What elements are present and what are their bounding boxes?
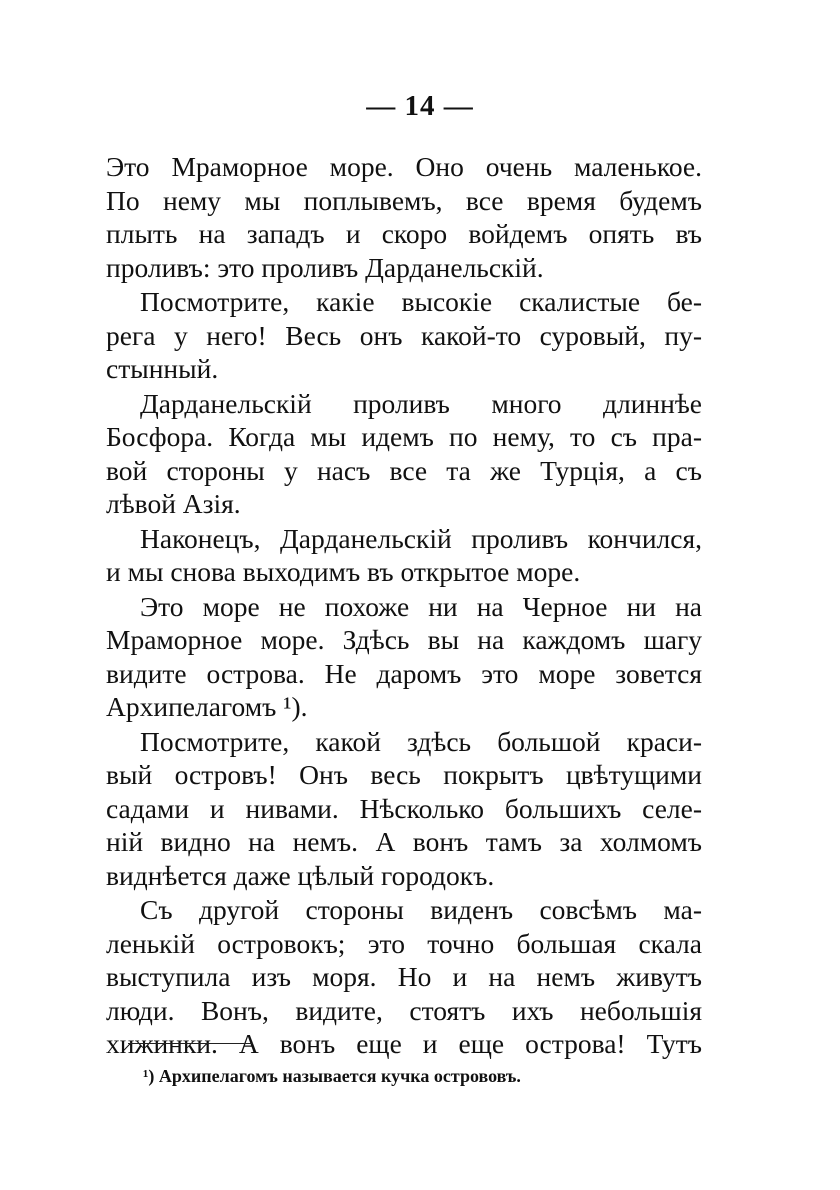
text-line: видите острова. Не даромъ это море зовется [106,657,702,689]
paragraph-2 [106,285,702,386]
paragraph-7 [106,893,702,1061]
footnote-marker: ¹) [143,1066,155,1086]
text-line: Съ другой стороны виденъ совсѣмъ ма- [140,894,702,925]
text-line: виднѣется даже цѣлый городокъ. [106,859,495,891]
text-line: хижинки. А вонъ еще и еще острова! Тутъ [106,1028,702,1059]
text-line: проливъ: это проливъ Дарданельскій. [106,251,544,283]
text-line: Наконецъ, Дарданельскій проливъ кончился, [140,522,702,554]
text-line: стынный. [106,353,219,384]
paragraph-5 [106,590,702,724]
text-line: Посмотрите, какой здѣсь большой краси- [140,725,702,757]
text-line: ній видно на немъ. А вонъ тамъ за холмомъ [106,826,702,857]
text-line: плыть на западъ и скоро войдемъ опять въ [106,218,702,249]
footnote-text: Архипелагомъ называется кучка острововъ. [158,1066,521,1086]
text-line: рега у него! Весь онъ какой-то суровый, пу- [106,319,702,351]
text-line: люди. Вонъ, видите, стоятъ ихъ небольшія [106,994,702,1026]
text-line: ленькій островокъ; это точно большая скала [106,927,702,959]
text-line: садами и нивами. Нѣсколько большихъ селе- [106,792,702,824]
text-line: Босфора. Когда мы идемъ по нему, то съ пра- [106,421,702,452]
text-line: По нему мы поплывемъ, все время будемъ [106,184,702,216]
text-line: и мы снова выходимъ въ открытое море. [106,556,581,587]
text-line: Посмотрите, какіе высокіе скалистые бе- [140,286,702,317]
footnote-divider [128,1043,253,1044]
text-line: вой стороны у насъ все та же Турція, а съ [106,454,702,486]
paragraph-6 [106,725,702,893]
paragraph-3 [106,387,702,521]
text-line: лѣвой Азія. [106,488,241,519]
paragraph-4 [106,522,702,589]
body-text [106,150,702,1061]
text-line: вый островъ! Онъ весь покрытъ цвѣтущими [106,759,702,790]
page-number: — 14 — [366,90,474,122]
text-line: выступила изъ моря. Но и на немъ живутъ [106,961,702,992]
text-line: Архипелагомъ ¹). [106,691,308,722]
text-line: Дарданельскій проливъ много длиннѣе [140,387,702,419]
footnote [143,1066,521,1087]
text-line: Мраморное море. Здѣсь вы на каждомъ шагу [106,624,702,655]
text-line: Это Мраморное море. Оно очень маленькое. [106,151,702,182]
paragraph-1 [106,150,702,284]
text-line: Это море не похоже ни на Черное ни на [140,590,702,622]
